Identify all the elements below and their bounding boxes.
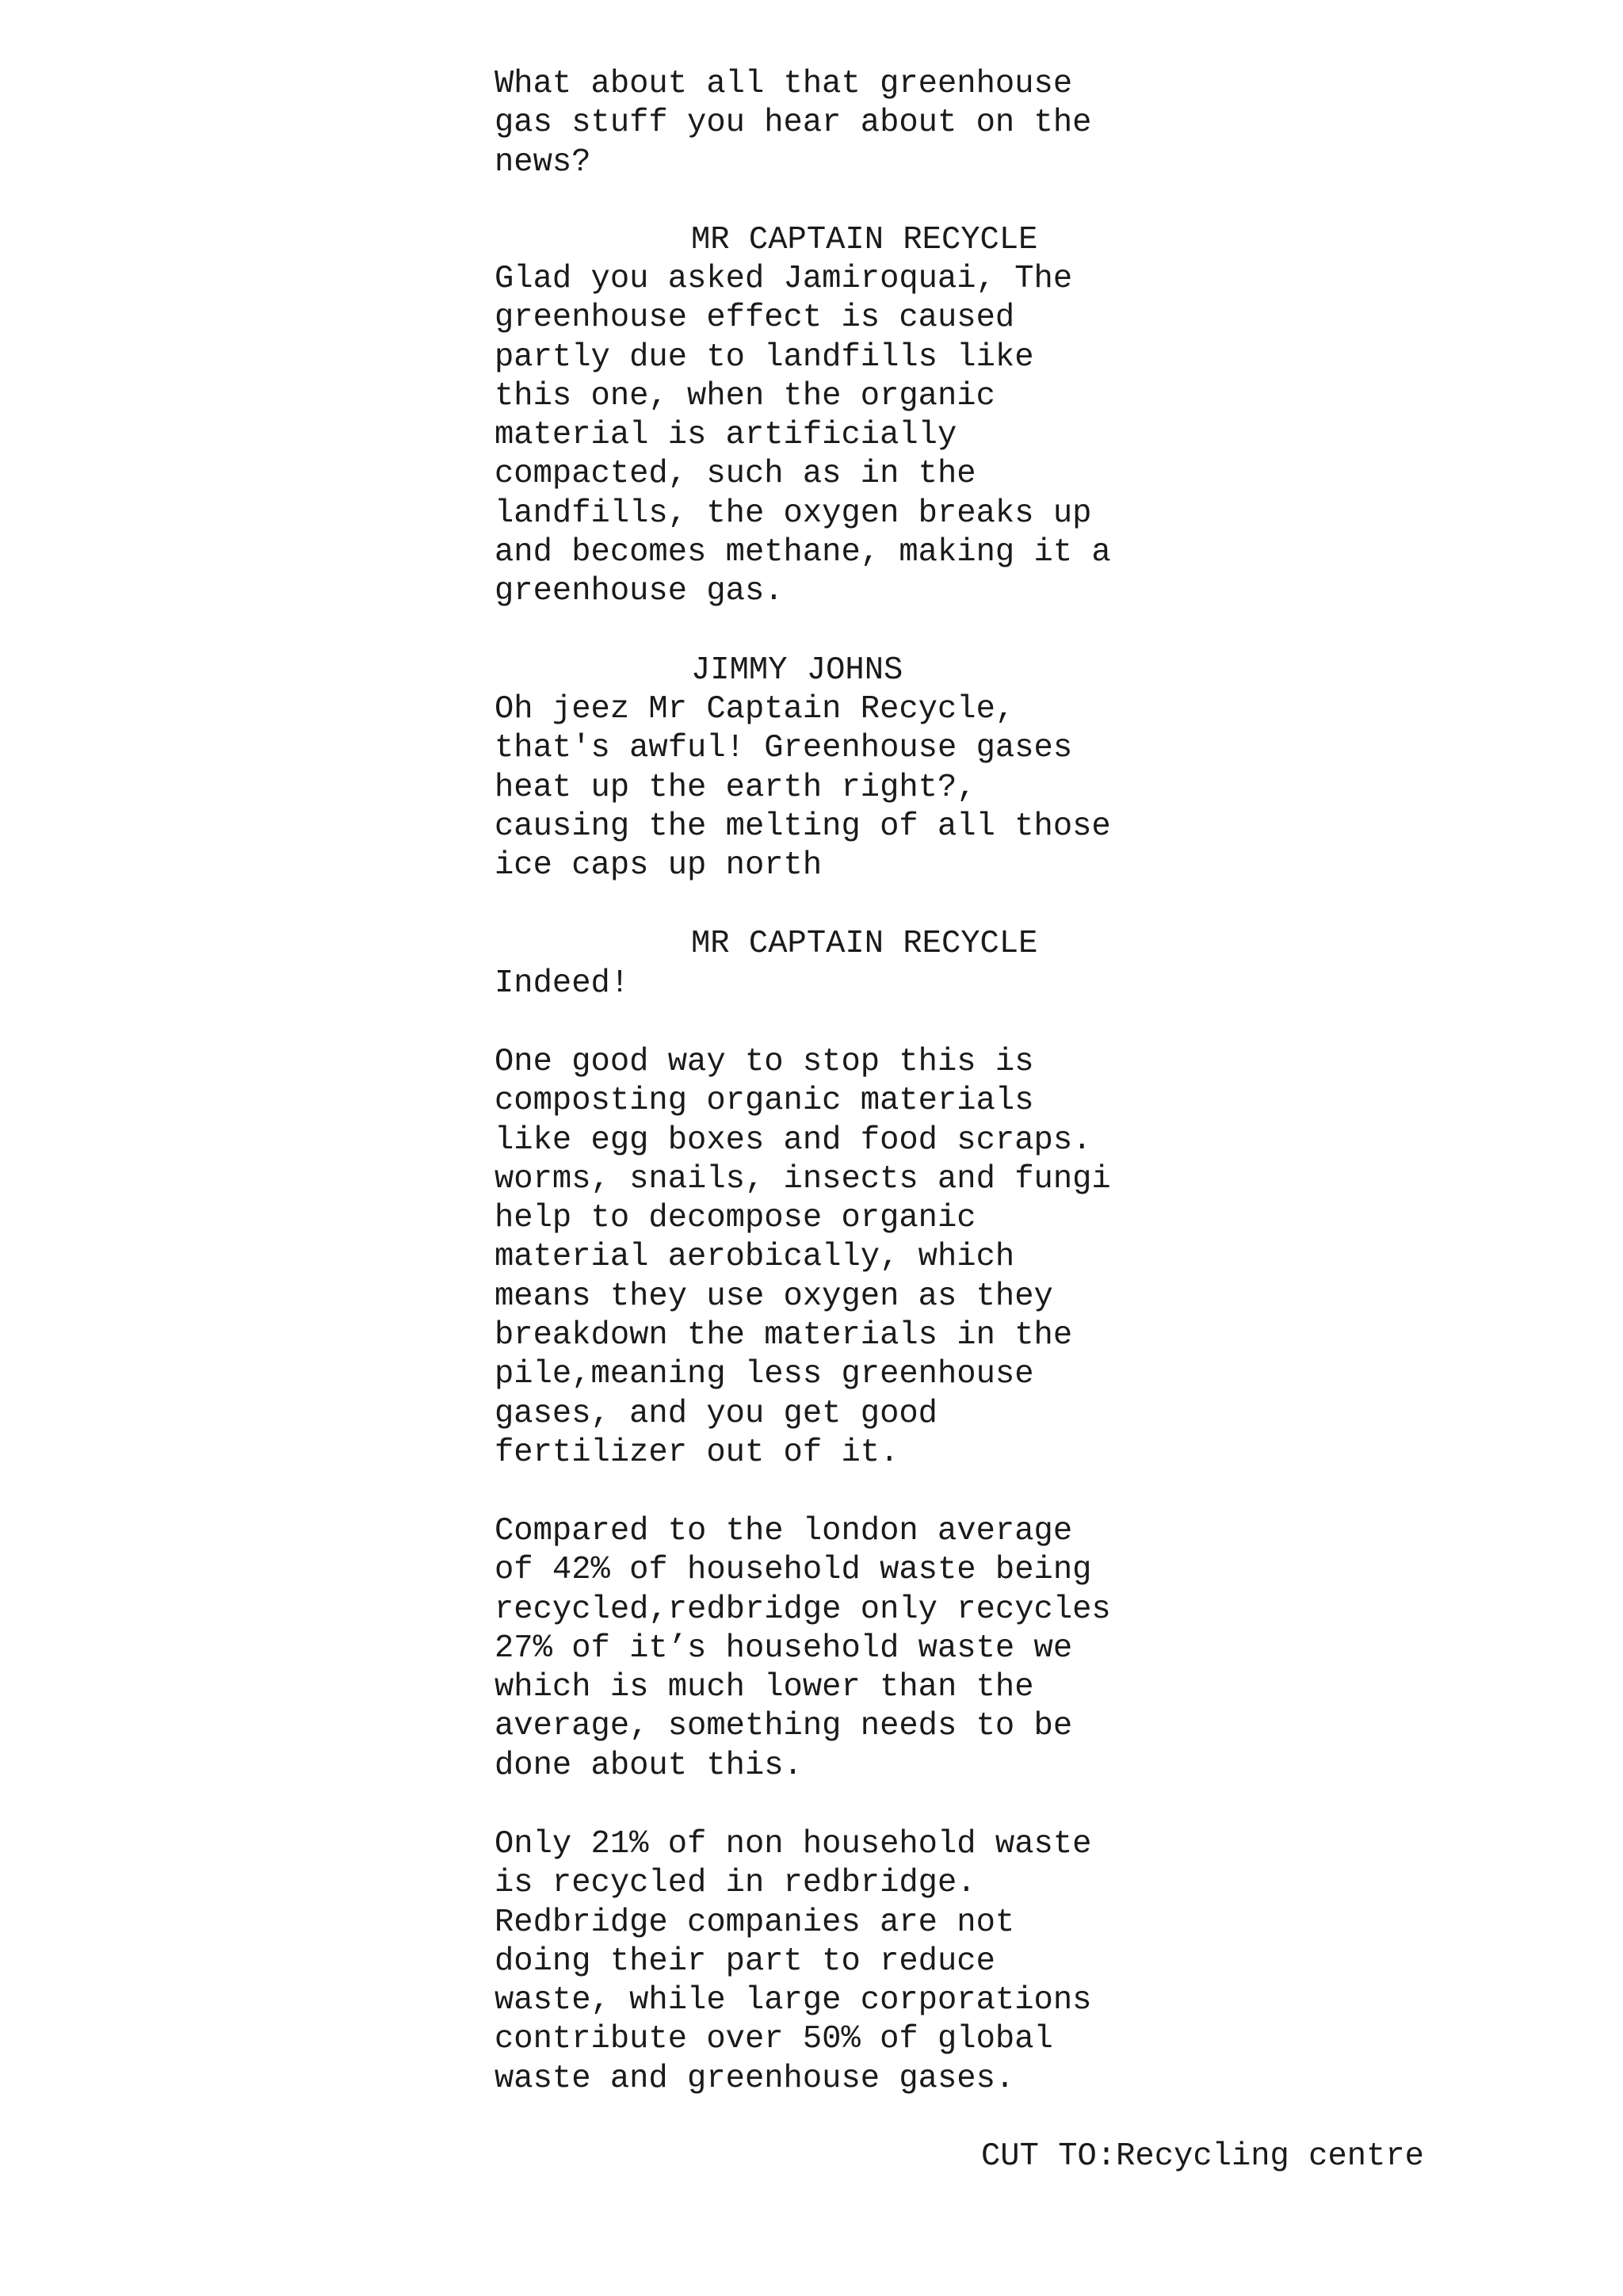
dialogue-indeed: Indeed! [495,965,630,1002]
dialogue-ice-caps: Oh jeez Mr Captain Recycle, that's awful! Greenhouse gases heat up the earth right?, causing the melting of all those ice caps up north [495,691,1111,884]
character-cue-mr-captain-recycle-2: MR CAPTAIN RECYCLE [691,926,1038,962]
character-cue-jimmy-johns: JIMMY JOHNS [691,652,903,689]
dialogue-greenhouse-effect: Glad you asked Jamiroquai, The greenhouse effect is caused partly due to landfills like this one, when the organic material is artificially compacted, such as in the landfills, the oxygen breaks up and becomes methane, making it a greenhouse gas. [495,261,1111,610]
dialogue-household-waste: Compared to the london average of 42% of household waste being recycled,redbridge only recycles 27% of it’s household waste we which is much lower than the average, something needs to be done about this. [495,1513,1111,1784]
dialogue-greenhouse-question: What about all that greenhouse gas stuff you hear about on the news? [495,66,1092,181]
dialogue-non-household-waste: Only 21% of non household waste is recycled in redbridge. Redbridge companies are not doing their part to reduce waste, while large corporations contribute over 50% of global waste and greenhouse gases. [495,1826,1092,2097]
dialogue-composting: One good way to stop this is composting organic materials like egg boxes and food scraps. worms, snails, insects and fungi help to decompose organic material aerobically, which means they use oxygen as they breakdown the materials in the pile,meaning less greenhouse gases, and you get good fertilizer out of it. [495,1044,1111,1471]
character-cue-mr-captain-recycle: MR CAPTAIN RECYCLE [691,222,1038,258]
scene-transition: CUT TO:Recycling centre [981,2138,1424,2175]
